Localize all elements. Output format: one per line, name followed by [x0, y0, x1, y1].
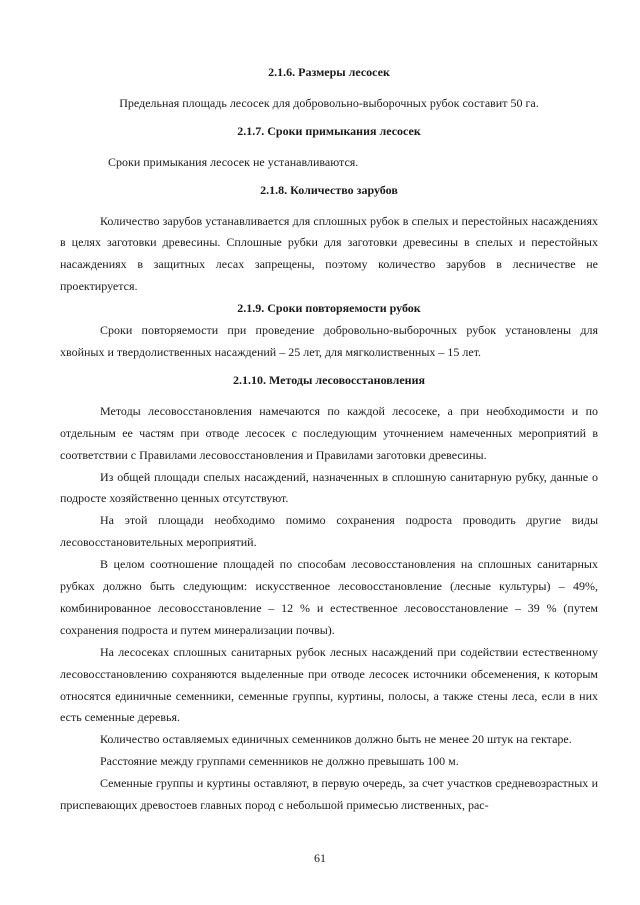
paragraph-methods-3: На этой площади необходимо помимо сохранения подроста проводить другие виды лесовосстановительных мероприятий.: [60, 513, 598, 550]
paragraph-methods-8: Семенные группы и куртины оставляют, в первую очередь, за счет участков средневозрастных и приспевающих древостоев главных пород с небольшой примесью лиственных, рас-: [60, 776, 598, 813]
paragraph-repeat-terms: Сроки повторяемости при проведение добровольно-выборочных рубок установлены для хвойных и твердолиственных насаждений – 25 лет, для мягколиственных – 15 лет.: [60, 323, 598, 359]
document-page: [60, 62, 598, 817]
paragraph-cutting-area-size: Предельная площадь лесосек для добровольно-выборочных рубок составит 50 га.: [119, 95, 539, 110]
section-heading-2-1-9: 2.1.9. Сроки повторяемости рубок: [237, 301, 421, 316]
paragraph-adjacency-terms: Сроки примыкания лесосек не устанавливаются.: [108, 154, 359, 169]
section-heading-2-1-7: 2.1.7. Сроки примыкания лесосек: [237, 123, 421, 138]
paragraph-methods-2: Из общей площади спелых насаждений, назначенных в сплошную санитарную рубку, данные о подросте хозяйственно ценных отсутствуют.: [60, 469, 598, 506]
paragraph-methods-4: В целом соотношение площадей по способам лесовосстановления на сплошных санитарных рубках должно быть следующим: искусственное лесовосстановление (лесные культуры) – 49%, комбинированное лесовосстановление – 12 % и естественное лесовосстановление – 39 % (путем сохранения подроста и путем минерализации почвы).: [60, 557, 598, 637]
section-heading-2-1-6: 2.1.6. Размеры лесосек: [268, 65, 390, 79]
page-number: 61: [314, 851, 326, 865]
paragraph-methods-7: Расстояние между группами семенников не должно превышать 100 м.: [100, 754, 459, 769]
section-heading-2-1-10: 2.1.10. Методы лесовосстановления: [233, 372, 425, 387]
paragraph-methods-6: Количество оставляемых единичных семенников должно быть не менее 20 штук на гектаре.: [100, 732, 572, 747]
paragraph-methods-5: На лесосеках сплошных санитарных рубок лесных насаждений при содействии естественному лесовосстановлению сохраняются выделенные при отводе лесосек источники обсеменения, к которым относятся единичные семенники, семенные группы, куртины, полосы, а также стены леса, если в них есть семенные деревья.: [60, 644, 598, 725]
paragraph-cuts-count: Количество зарубов устанавливается для сплошных рубок в спелых и перестойных насаждениях в целях заготовки древесины. Сплошные рубки для заготовки древесины в спелых и перестойных насаждениях в защитных лесах запрещены, поэтому количество зарубов в лесничестве не проектируется.: [60, 213, 598, 294]
paragraph-methods-1: Методы лесовосстановления намечаются по каждой лесосеке, а при необходимости и по отдельным ее частям при отводе лесосек с последующим уточнением намеченных мероприятий в соответствии с Правилами лесовосстановления и Правилами заготовки древесины.: [60, 403, 598, 462]
section-heading-2-1-8: 2.1.8. Количество зарубов: [260, 182, 398, 197]
